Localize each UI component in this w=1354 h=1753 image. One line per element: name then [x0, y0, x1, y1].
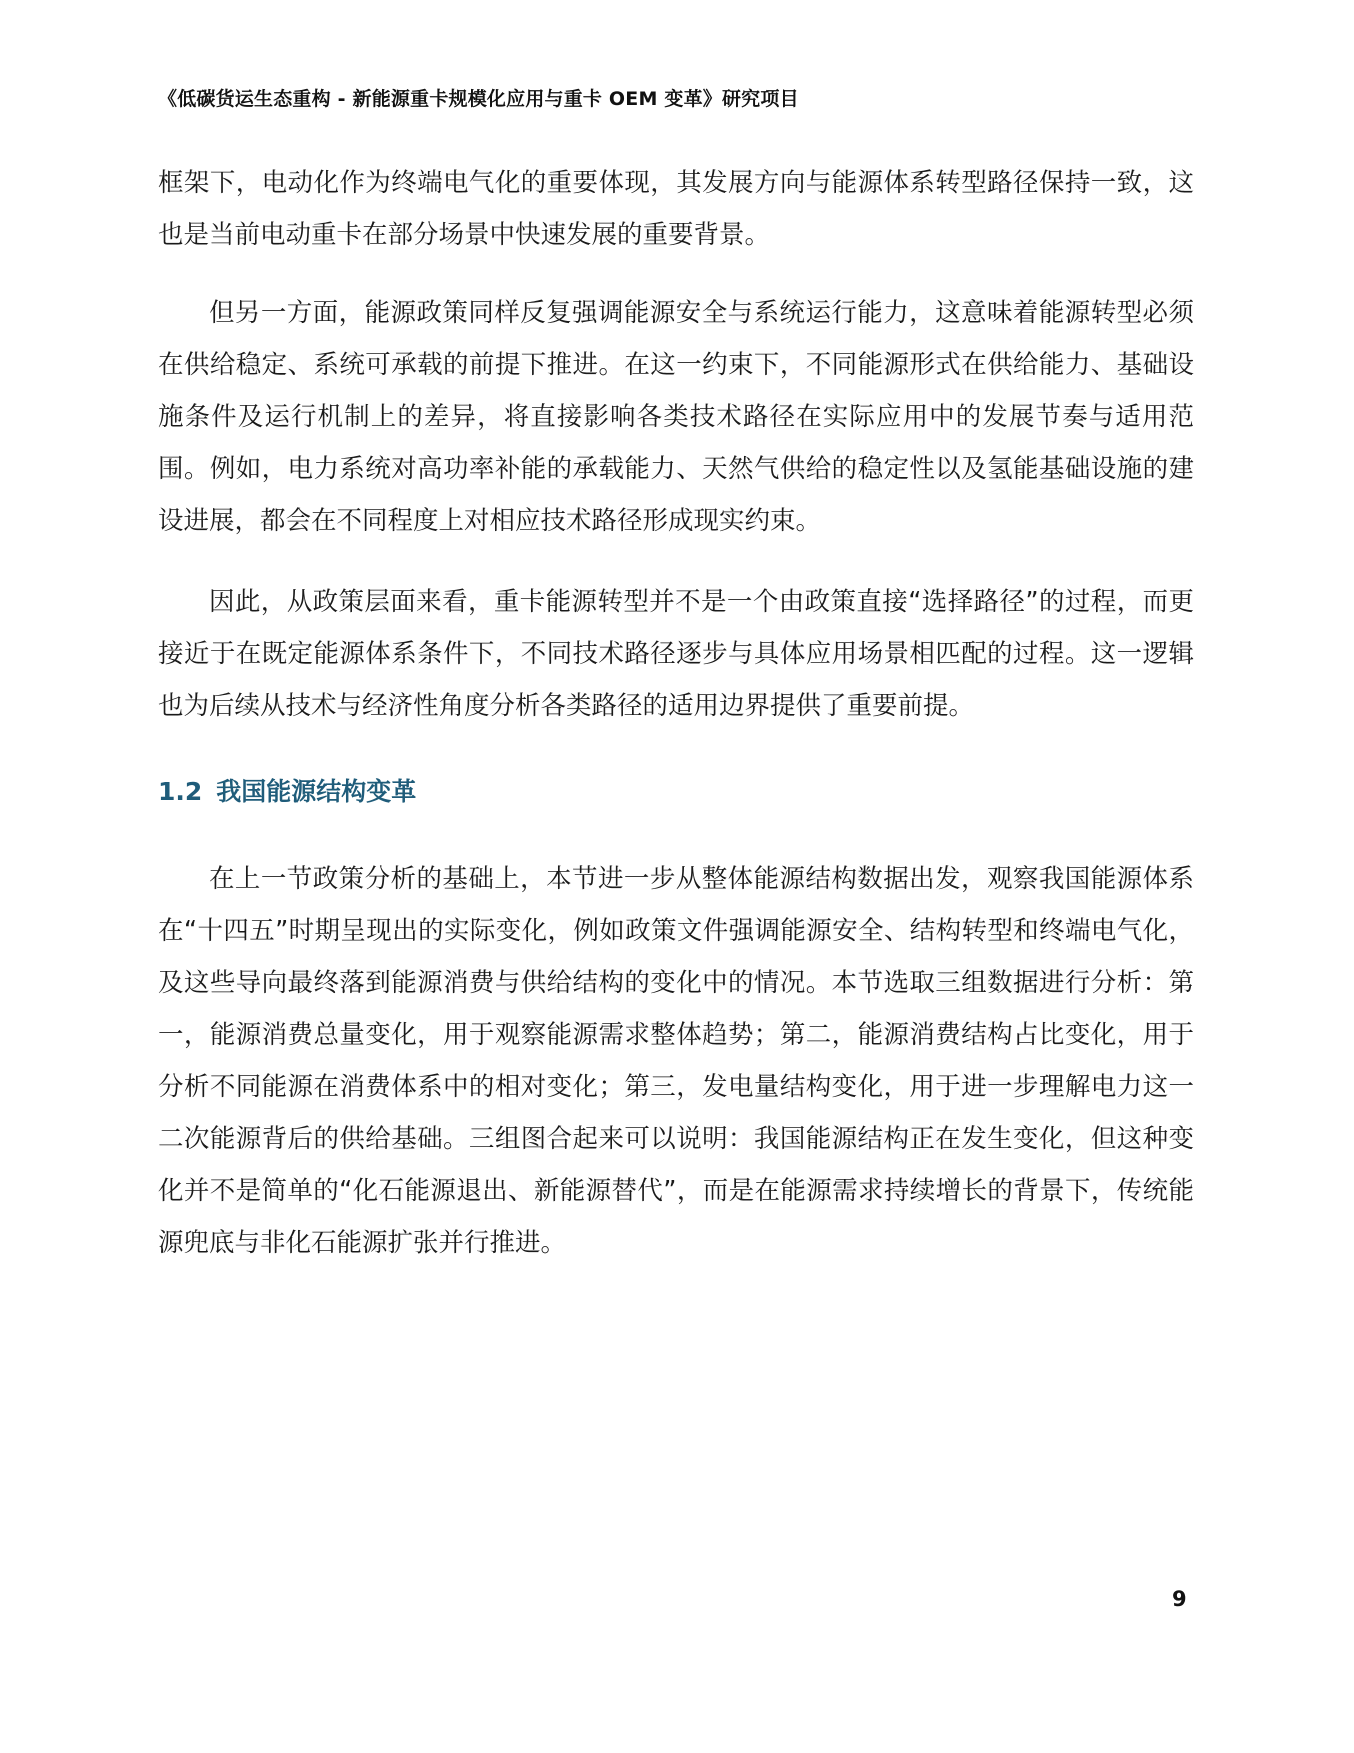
body-paragraph-conclusion: 因此，从政策层面来看，重卡能源转型并不是一个由政策直接“选择路径”的过程，而更接近于在既定能源体系条件下，不同技术路径逐步与具体应用场景相匹配的过程。这一逻辑也为后续从技术与经济性角度分析各类路径的适用边界提供了重要前提。	[158, 587, 1194, 721]
section-number: 1.2	[158, 777, 203, 806]
running-header: 《低碳货运生态重构 - 新能源重卡规模化应用与重卡 OEM 变革》研究项目	[158, 88, 799, 110]
body-paragraph-continued: 框架下，电动化作为终端电气化的重要体现，其发展方向与能源体系转型路径保持一致，这也是当前电动重卡在部分场景中快速发展的重要背景。	[158, 168, 1194, 250]
section-paragraph: 在上一节政策分析的基础上，本节进一步从整体能源结构数据出发，观察我国能源体系在“十四五”时期呈现出的实际变化，例如政策文件强调能源安全、结构转型和终端电气化，及这些导向最终落到能源消费与供给结构的变化中的情况。本节选取三组数据进行分析：第一，能源消费总量变化，用于观察能源需求整体趋势；第二，能源消费结构占比变化，用于分析不同能源在消费体系中的相对变化；第三，发电量结构变化，用于进一步理解电力这一二次能源背后的供给基础。三组图合起来可以说明：我国能源结构正在发生变化，但这种变化并不是简单的“化石能源退出、新能源替代”，而是在能源需求持续增长的背景下，传统能源兜底与非化石能源扩张并行推进。	[158, 864, 1194, 1258]
body-paragraph-energy-security: 但另一方面，能源政策同样反复强调能源安全与系统运行能力，这意味着能源转型必须在供给稳定、系统可承载的前提下推进。在这一约束下，不同能源形式在供给能力、基础设施条件及运行机制上的差异，将直接影响各类技术路径在实际应用中的发展节奏与适用范围。例如，电力系统对高功率补能的承载能力、天然气供给的稳定性以及氢能基础设施的建设进展，都会在不同程度上对相应技术路径形成现实约束。	[158, 298, 1194, 536]
section-title: 我国能源结构变革	[216, 777, 417, 806]
section-heading	[158, 772, 416, 808]
page-number: 9	[1172, 1587, 1187, 1611]
